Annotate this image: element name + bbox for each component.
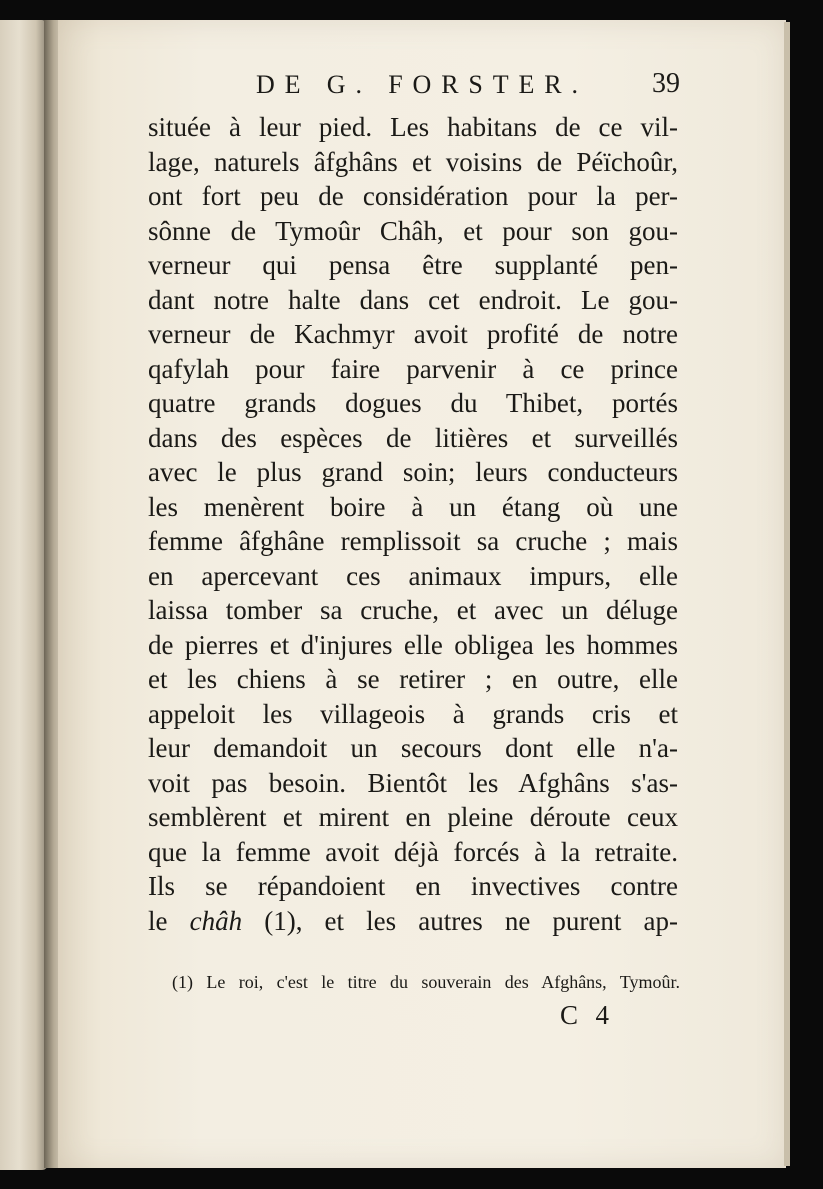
text-line: dant notre halte dans cet endroit. Le gou- bbox=[148, 284, 678, 315]
italic-word: châh bbox=[189, 905, 243, 936]
text-line: Ils se répandoient en invectives contre bbox=[148, 871, 678, 901]
text-line: dans des espèces de litières et surveillés bbox=[148, 422, 678, 453]
running-head-title: DE G. FORSTER. bbox=[256, 70, 588, 99]
text-line: appeloit les villageois à grands cris et bbox=[148, 698, 678, 729]
text-line: et les chiens à se retirer ; en outre, elle bbox=[148, 664, 678, 694]
text-line: que la femme avoit déjà forcés à la retraite. bbox=[148, 836, 678, 867]
page-edge bbox=[784, 22, 790, 1166]
text-line: voit pas besoin. Bientôt les Afghâns s'as- bbox=[148, 767, 678, 798]
text-line: verneur de Kachmyr avoit profité de notre bbox=[148, 319, 678, 349]
body-text bbox=[148, 110, 678, 938]
text-line: sônne de Tymoûr Châh, et pour son gou- bbox=[148, 215, 678, 246]
text-line: ont fort peu de considération pour la per- bbox=[148, 181, 678, 211]
text-line bbox=[148, 904, 678, 939]
footnote: (1) Le roi, c'est le titre du souverain des Afghâns, Tymoûr. bbox=[172, 972, 680, 992]
text-line: en apercevant ces animaux impurs, elle bbox=[148, 560, 678, 591]
text-line: qafylah pour faire parvenir à ce prince bbox=[148, 353, 678, 384]
text-fragment: (1), et les autres ne purent ap- bbox=[242, 905, 678, 936]
page-number: 39 bbox=[652, 68, 680, 99]
text-line: verneur qui pensa être supplanté pen- bbox=[148, 250, 678, 280]
text-line: les menèrent boire à un étang où une bbox=[148, 491, 678, 522]
text-line: avec le plus grand soin; leurs conducteurs bbox=[148, 457, 678, 487]
text-line: située à leur pied. Les habitans de ce vil- bbox=[148, 112, 678, 142]
text-fragment: le bbox=[148, 905, 190, 936]
text-line: femme âfghâne remplissoit sa cruche ; mais bbox=[148, 526, 678, 556]
text-line: laissa tomber sa cruche, et avec un déluge bbox=[148, 595, 678, 625]
text-line: semblèrent et mirent en pleine déroute ceux bbox=[148, 802, 678, 832]
text-line: lage, naturels âfghâns et voisins de Péïchoûr, bbox=[148, 146, 678, 177]
text-line: de pierres et d'injures elle obligea les hommes bbox=[148, 629, 678, 660]
text-line: quatre grands dogues du Thibet, portés bbox=[148, 388, 678, 418]
text-line: leur demandoit un secours dont elle n'a- bbox=[148, 733, 678, 763]
facing-page-edge bbox=[0, 20, 48, 1170]
signature-mark: C 4 bbox=[560, 1000, 615, 1030]
running-header bbox=[190, 64, 680, 104]
